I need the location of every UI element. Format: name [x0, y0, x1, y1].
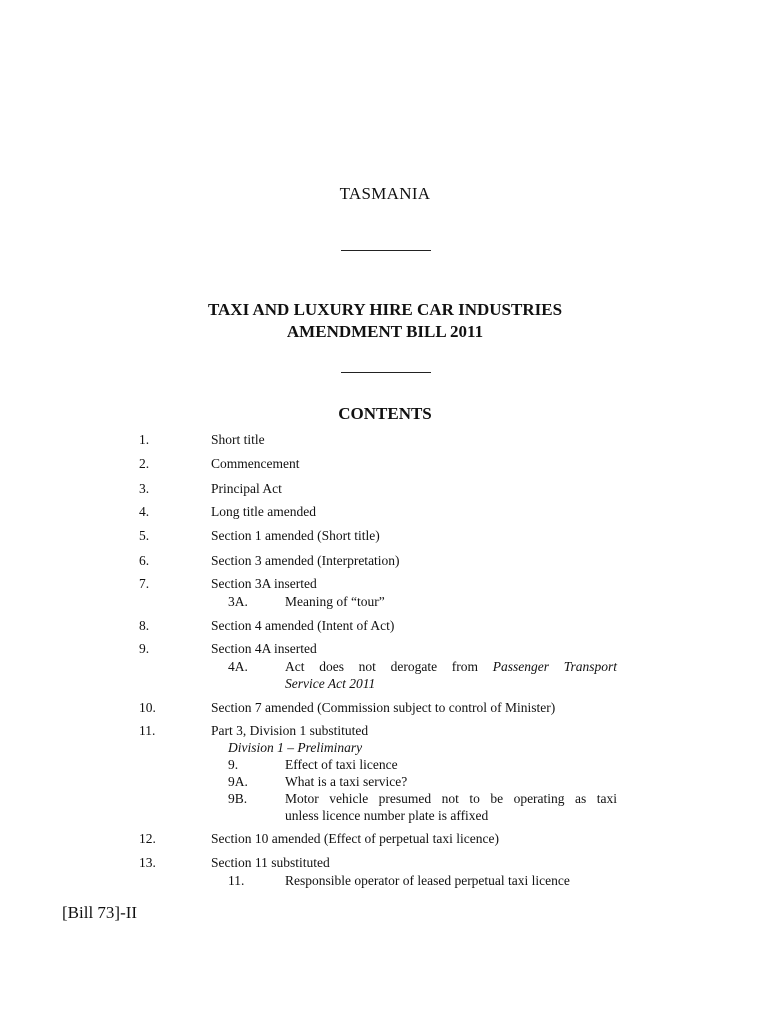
toc-item-label: Section 4 amended (Intent of Act) [211, 618, 395, 633]
toc-item-number: 5. [139, 528, 150, 543]
toc-subitem-label-text: Act does not derogate from [285, 659, 479, 674]
division-heading: Division 1 – Preliminary [228, 740, 363, 755]
toc-item-number: 3. [139, 481, 150, 496]
toc-item-label: Section 11 substituted [211, 855, 330, 870]
toc-subitem-number: 4A. [228, 659, 248, 674]
toc-subitem-number: 11. [228, 873, 245, 888]
toc-item-label: Section 7 amended (Commission subject to control of Minister) [211, 700, 556, 715]
jurisdiction-heading: TASMANIA [339, 184, 431, 203]
toc-item-label: Section 1 amended (Short title) [211, 528, 380, 543]
bill-reference: [Bill 73]-II [62, 903, 138, 922]
toc-subitem-label: Responsible operator of leased perpetual taxi licence [285, 873, 570, 888]
toc-subitem-number: 9. [228, 757, 239, 772]
toc-item-label: Section 4A inserted [211, 641, 317, 656]
contents-heading: CONTENTS [338, 404, 432, 423]
toc-item-number: 13. [139, 855, 156, 870]
toc-item-label: Part 3, Division 1 substituted [211, 723, 369, 738]
bill-title-line-1: TAXI AND LUXURY HIRE CAR INDUSTRIES [207, 300, 563, 319]
toc-item-number: 4. [139, 504, 150, 519]
toc-item-number: 2. [139, 456, 150, 471]
toc-subitem-label: Motor vehicle presumed not to be operating as taxi [285, 791, 617, 806]
toc-subitem-label: Effect of taxi licence [285, 757, 398, 772]
toc-item-label: Principal Act [211, 481, 282, 496]
toc-item-number: 9. [139, 641, 150, 656]
toc-subitem-label: Meaning of “tour” [285, 594, 385, 609]
toc-item-label: Section 3A inserted [211, 576, 317, 591]
act-name-continuation: Service Act 2011 [285, 676, 376, 691]
toc-item-number: 8. [139, 618, 150, 633]
toc-item-number: 1. [139, 432, 150, 447]
toc-item-number: 6. [139, 553, 150, 568]
toc-subitem-label-continuation: unless licence number plate is affixed [285, 808, 489, 823]
toc-subitem-number: 9B. [228, 791, 248, 806]
toc-item-number: 12. [139, 831, 156, 846]
toc-item-label: Commencement [211, 456, 300, 471]
toc-item-label: Section 3 amended (Interpretation) [211, 553, 400, 568]
toc-item-number: 10. [139, 700, 156, 715]
toc-item-number: 11. [139, 723, 156, 738]
toc-subitem-label: What is a taxi service? [285, 774, 408, 789]
toc-item-label: Short title [211, 432, 265, 447]
toc-subitem-number: 3A. [228, 594, 248, 609]
bill-title-line-2: AMENDMENT BILL 2011 [286, 322, 484, 341]
act-name: Passenger Transport [492, 659, 617, 674]
toc-item-label: Section 10 amended (Effect of perpetual taxi licence) [211, 831, 499, 846]
toc-item-label: Long title amended [211, 504, 316, 519]
toc-subitem-number: 9A. [228, 774, 248, 789]
toc-item-number: 7. [139, 576, 150, 591]
toc-subitem-label [285, 658, 617, 675]
